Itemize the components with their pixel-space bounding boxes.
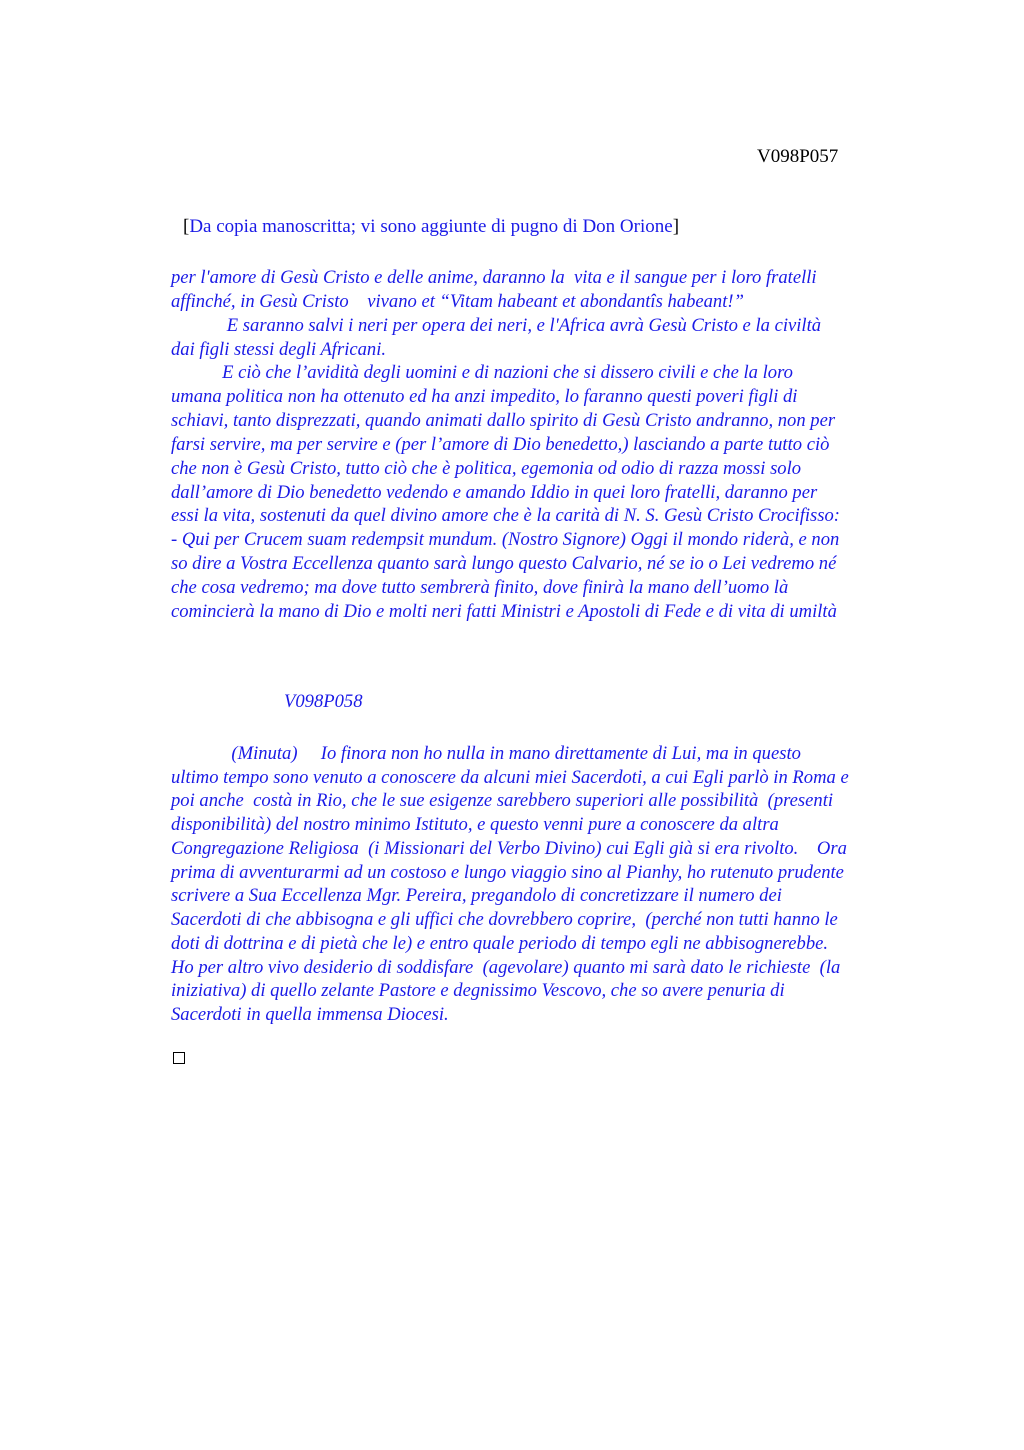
section1-line: comincierà la mano di Dio e molti neri fatti Ministri e Apostoli di Fede e di vita di umiltà [171, 601, 837, 622]
end-marker-box [173, 1052, 185, 1064]
section2-page-code: V098P058 [284, 691, 363, 712]
section2-line: poi anche costà in Rio, che le sue esigenze sarebbero superiori alle possibilità (presenti [171, 790, 834, 811]
section1-line: che non è Gesù Cristo, tutto ciò che è politica, egemonia od odio di razza mossi solo [171, 458, 802, 479]
section2-line: Sacerdoti in quella immensa Diocesi. [171, 1004, 449, 1025]
section1-line: essi la vita, sostenuti da quel divino amore che è la carità di N. S. Gesù Cristo Crocifisso: [171, 505, 840, 526]
section2-line: prima di avventurarmi ad un costoso e lungo viaggio sino al Pianhy, ho rutenuto prudente [171, 862, 844, 883]
section1-line: E saranno salvi i neri per opera dei neri, e l'Africa avrà Gesù Cristo e la civiltà [171, 315, 822, 336]
note-text: Da copia manoscritta; vi sono aggiunte di pugno di Don Orione [189, 216, 673, 237]
section1-line: umana politica non ha ottenuto ed ha anzi impedito, lo faranno questi poveri figli di [171, 386, 798, 407]
section2-line: Ho per altro vivo desiderio di soddisfare (agevolare) quanto mi sarà dato le richieste (la [171, 957, 841, 978]
section2-line: (Minuta) Io finora non ho nulla in mano direttamente di Lui, ma in questo [171, 743, 801, 764]
section2-line: ultimo tempo sono venuto a conoscere da alcuni miei Sacerdoti, a cui Egli parlò in Roma e [171, 767, 849, 788]
note-open-bracket: [ [183, 216, 190, 237]
section2-line: Sacerdoti di che abbisogna e gli uffici che dovrebbero coprire, (perché non tutti hanno le [171, 909, 838, 930]
section2-line: doti di dottrina e di pietà che le) e entro quale periodo di tempo egli ne abbisognerebbe. [171, 933, 829, 954]
section1-line: affinché, in Gesù Cristo vivano et “Vitam habeant et abondantîs habeant!” [171, 291, 744, 312]
section1-line: schiavi, tanto disprezzati, quando animati dallo spirito di Gesù Cristo andranno, non per [171, 410, 836, 431]
note-close-bracket: ] [672, 216, 680, 237]
section1-line: dai figli stessi degli Africani. [171, 339, 387, 360]
section2-line: disponibilità) del nostro minimo Istituto, e questo venni pure a conoscere da altra [171, 814, 779, 835]
section1-line: so dire a Vostra Eccellenza quanto sarà lungo questo Calvario, né se io o Lei vedremo né [171, 553, 837, 574]
section1-line: E ciò che l’avidità degli uomini e di nazioni che si dissero civili e che la loro [171, 362, 793, 383]
section1-line: per l'amore di Gesù Cristo e delle anime, daranno la vita e il sangue per i loro fratelli [171, 267, 817, 288]
section2-line: iniziativa) di quello zelante Pastore e degnissimo Vescovo, che so avere penuria di [171, 980, 785, 1001]
section1-line: - Qui per Crucem suam redempsit mundum. (Nostro Signore) Oggi il mondo riderà, e non [171, 529, 840, 550]
section2-line: Congregazione Religiosa (i Missionari del Verbo Divino) cui Egli già si era rivolto. Ora [171, 838, 847, 859]
editorial-note [183, 216, 679, 238]
section1-line: che cosa vedremo; ma dove tutto sembrerà finito, dove finirà la mano dell’uomo là [171, 577, 789, 598]
section1-line: dall’amore di Dio benedetto vedendo e amando Iddio in quei loro fratelli, daranno per [171, 482, 818, 503]
section2-line: scrivere a Sua Eccellenza Mgr. Pereira, pregandolo di concretizzare il numero dei [171, 885, 782, 906]
page-code: V098P057 [757, 146, 839, 167]
section1-line: farsi servire, ma per servire e (per l’amore di Dio benedetto,) lasciando a parte tutto ciò [171, 434, 830, 455]
